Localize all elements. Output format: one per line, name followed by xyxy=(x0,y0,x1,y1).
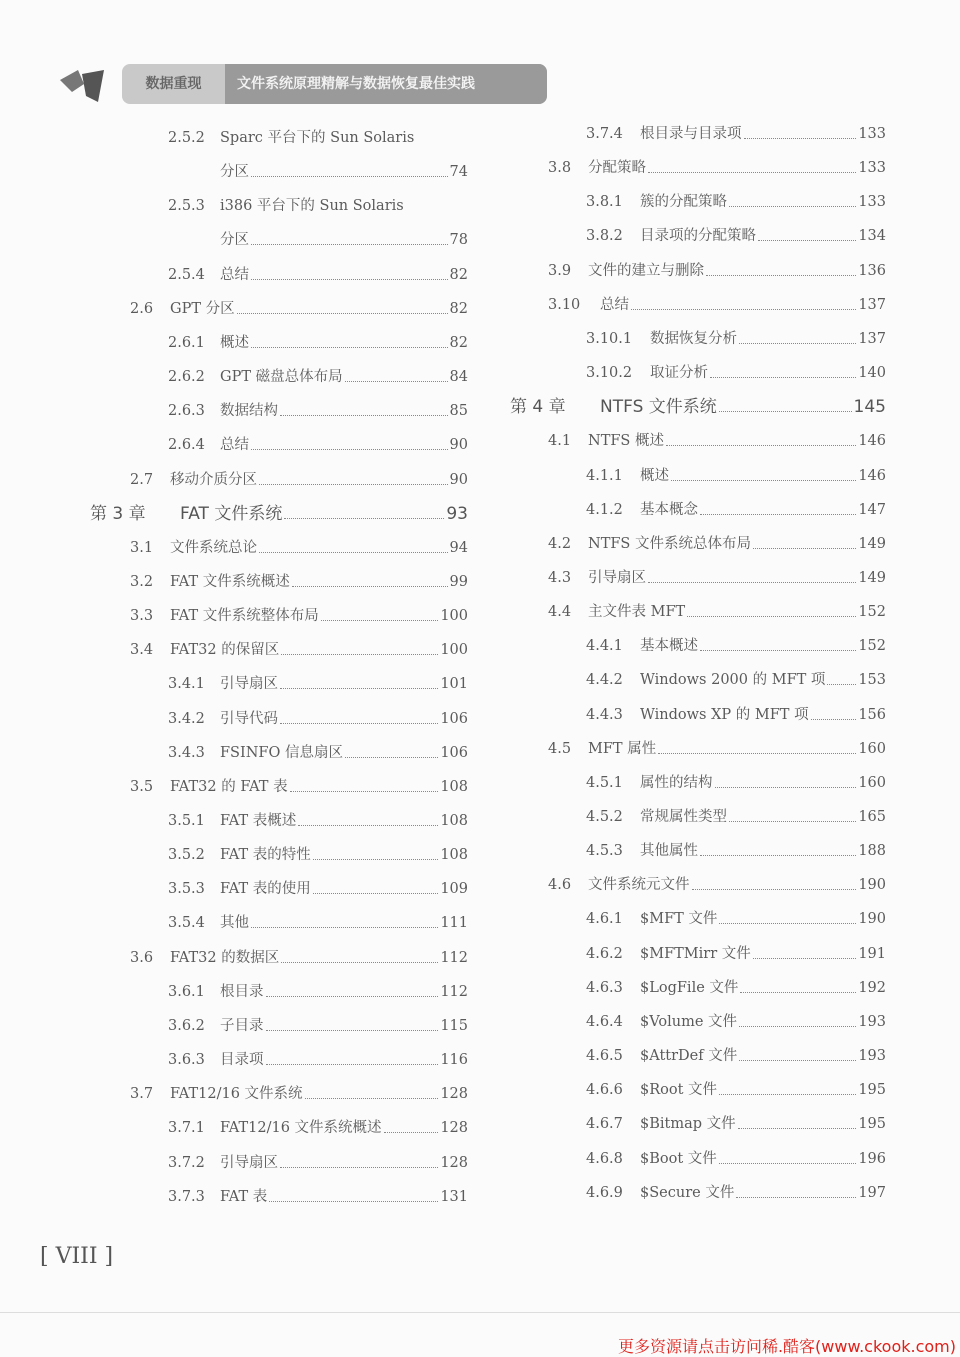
toc-entry-number: 3.2 xyxy=(130,573,154,590)
toc-entry-title: FAT 文件系统概述 xyxy=(170,573,290,590)
toc-entry[interactable] xyxy=(0,123,886,145)
toc-entry-number: 3.1 xyxy=(130,539,154,556)
toc-entry-title-wrap xyxy=(640,943,886,965)
toc-entry-title: $Boot 文件 xyxy=(640,1150,717,1167)
dot-leader xyxy=(692,874,857,890)
toc-entry-title-wrap xyxy=(640,772,886,794)
toc-entry[interactable] xyxy=(0,943,886,965)
toc-entry-title: GPT 磁盘总体布局 xyxy=(220,369,343,386)
toc-entry[interactable] xyxy=(0,704,886,726)
toc-entry-title: 数据恢复分析 xyxy=(650,330,737,347)
toc-entry-number: 3.10.1 xyxy=(586,330,633,347)
toc-entry-title: FAT 表概述 xyxy=(220,813,297,829)
dot-leader xyxy=(719,908,856,924)
toc-entry-page: 133 xyxy=(858,126,886,142)
toc-entry-page: 152 xyxy=(858,604,886,621)
toc-entry-page: 128 xyxy=(440,1120,468,1137)
toc-entry-page: 160 xyxy=(858,740,886,757)
dot-leader xyxy=(715,772,857,788)
toc-entry-page: 99 xyxy=(449,573,468,590)
toc-entry-title: FAT32 的数据区 xyxy=(170,949,280,966)
toc-entry-page: 115 xyxy=(440,1017,468,1034)
toc-entry-title-wrap xyxy=(640,704,886,726)
toc-entry-title: 簇的分配策略 xyxy=(640,194,727,211)
toc-entry-number: 4.5 xyxy=(548,740,572,757)
toc-entry-title-wrap xyxy=(588,533,886,555)
book-title: 文件系统原理精解与数据恢复最佳实践 xyxy=(225,64,547,104)
toc-entry-page: 100 xyxy=(440,642,468,659)
toc-entry-title: 文件的建立与删除 xyxy=(588,262,704,279)
publisher-logo-icon xyxy=(58,66,106,104)
toc-entry-number: 3.6 xyxy=(130,949,154,966)
toc-entry-title: 文件系统元文件 xyxy=(588,877,690,894)
toc-entry-title: 分区 xyxy=(220,164,249,181)
toc-entry-number: 3.7.2 xyxy=(168,1154,205,1171)
dot-leader xyxy=(710,362,856,378)
toc-entry-page: 131 xyxy=(440,1188,468,1205)
dot-leader xyxy=(666,430,856,446)
toc-entry-page: 101 xyxy=(440,676,468,693)
toc-entry-number: 4.6.8 xyxy=(586,1150,623,1167)
toc-entry-title: 数据结构 xyxy=(220,403,278,420)
dot-leader xyxy=(736,1182,856,1198)
dot-leader xyxy=(744,123,857,139)
toc-entry[interactable] xyxy=(0,806,886,828)
toc-entry-number: 3.9 xyxy=(548,262,572,279)
toc-entry-title: 基本概念 xyxy=(640,501,698,518)
toc-entry-page: 196 xyxy=(858,1150,886,1167)
dot-leader xyxy=(739,328,856,344)
toc-entry-title: GPT 分区 xyxy=(170,300,235,317)
toc-entry[interactable] xyxy=(0,396,886,418)
toc-entry[interactable] xyxy=(0,567,886,589)
toc-entry-page: 137 xyxy=(858,330,886,347)
toc-entry-title-wrap xyxy=(640,1182,886,1204)
toc-entry[interactable] xyxy=(0,465,886,487)
toc-entry-page: 149 xyxy=(858,535,886,552)
toc-entry-number: 3.4.2 xyxy=(168,710,205,727)
dot-leader xyxy=(719,396,852,412)
toc-entry-title: $AttrDef 文件 xyxy=(640,1048,738,1065)
toc-entry-number: 4.2 xyxy=(548,535,572,552)
series-name: 数据重现 xyxy=(145,76,202,92)
dot-leader xyxy=(758,225,856,241)
toc-entry-title: $Secure 文件 xyxy=(640,1184,735,1201)
toc-entry-number: 3.10.2 xyxy=(586,365,633,382)
toc-entry-number: 2.5.2 xyxy=(168,130,205,146)
toc-entry-number: 2.5.3 xyxy=(168,198,205,215)
toc-entry-page: 156 xyxy=(858,706,886,723)
toc-entry-title: 引导扇区 xyxy=(588,569,646,586)
toc-entry-title: FAT 表的特性 xyxy=(220,847,311,864)
toc-entry-page: 112 xyxy=(440,983,468,1000)
toc-entry-number: 3.3 xyxy=(130,608,154,625)
toc-entry-page: 108 xyxy=(440,813,468,829)
toc-entry-title: FAT 表 xyxy=(220,1188,268,1205)
toc-entry-number: 3.5.3 xyxy=(168,881,205,898)
toc-entry-title: Windows XP 的 MFT 项 xyxy=(640,706,809,723)
toc-entry-title-wrap xyxy=(600,396,886,418)
toc-entry-title: 总结 xyxy=(220,266,249,283)
toc-entry-title: NTFS 概述 xyxy=(588,433,664,450)
toc-entry-title-wrap xyxy=(640,123,886,145)
toc-entry-title: FAT 文件系统整体布局 xyxy=(170,608,319,625)
dot-leader xyxy=(729,191,856,207)
toc-entry-page: 193 xyxy=(858,1048,886,1065)
toc-entry[interactable] xyxy=(0,1148,886,1170)
toc-entry[interactable] xyxy=(0,977,886,999)
toc-entry-page: 82 xyxy=(449,300,468,317)
toc-entry-page: 190 xyxy=(858,911,886,928)
toc-entry-title-wrap xyxy=(640,1148,886,1170)
toc-entry-title: 基本概述 xyxy=(640,638,698,655)
toc-entry-page: 82 xyxy=(449,334,468,351)
toc-entry-number: 3.6.1 xyxy=(168,983,205,1000)
toc-entry-title-wrap xyxy=(640,977,886,999)
toc-entry-page: 195 xyxy=(858,1116,886,1133)
toc-entry[interactable] xyxy=(0,601,886,623)
toc-entry-number: 4.6.4 xyxy=(586,1013,623,1030)
toc-entry[interactable] xyxy=(0,1045,886,1067)
toc-entry-page: 193 xyxy=(858,1013,886,1030)
dot-leader xyxy=(738,1113,857,1129)
toc-entry-title-wrap xyxy=(640,465,886,487)
toc-entry-number: 3.7.4 xyxy=(586,126,623,142)
toc-entry-page: 152 xyxy=(858,638,886,655)
toc-entry-title: FAT 文件系统 xyxy=(180,503,283,524)
toc-entry-title: MFT 属性 xyxy=(588,740,657,757)
toc-entry-title: FSINFO 信息扇区 xyxy=(220,744,343,761)
toc-entry-number: 3.4 xyxy=(130,642,154,659)
toc-entry-number: 4.4.2 xyxy=(586,672,623,689)
toc-entry-number: 3.7.3 xyxy=(168,1188,205,1205)
toc-entry-page: 74 xyxy=(449,164,468,181)
toc-entry-page: 84 xyxy=(449,369,468,386)
toc-entry-number: 4.6.3 xyxy=(586,979,623,996)
toc-entry-number: 2.6.1 xyxy=(168,334,205,351)
toc-entry[interactable] xyxy=(0,635,886,657)
resource-link[interactable]: 更多资源请点击访问稀.酷客(www.ckook.com) xyxy=(617,1337,956,1356)
toc-entry-number: 3.10 xyxy=(548,296,581,313)
toc-entry-number: 4.4.1 xyxy=(586,638,623,655)
toc-entry-title: i386 平台下的 Sun Solaris xyxy=(220,198,404,215)
toc-entry-title: $Root 文件 xyxy=(640,1082,718,1099)
toc-entry[interactable] xyxy=(0,738,886,760)
toc-entry-number: 3.5.4 xyxy=(168,915,205,932)
toc-entry[interactable] xyxy=(0,669,886,691)
toc-entry-title: 概述 xyxy=(640,467,669,484)
toc-entry-title: FAT32 的保留区 xyxy=(170,642,280,659)
toc-entry[interactable] xyxy=(0,362,886,384)
dot-leader xyxy=(700,840,856,856)
toc-entry-number: 4.4.3 xyxy=(586,706,623,723)
toc-entry-page: 188 xyxy=(858,843,886,860)
toc-entry[interactable] xyxy=(0,533,886,555)
toc-entry-number: 3.6.3 xyxy=(168,1052,205,1069)
toc-entry-title-wrap xyxy=(640,1079,886,1101)
toc-entry-page: 192 xyxy=(858,979,886,996)
toc-entry[interactable] xyxy=(0,772,886,794)
toc-entry-number: 4.5.1 xyxy=(586,774,623,791)
toc-entry-title: $MFTMirr 文件 xyxy=(640,945,751,962)
toc-entry-title-wrap xyxy=(588,738,886,760)
dot-leader xyxy=(706,260,856,276)
toc-entry-number: 4.6.6 xyxy=(586,1082,623,1099)
dot-leader xyxy=(729,806,856,822)
toc-entry-title: 其他 xyxy=(220,915,249,932)
toc-entry-title: 目录项的分配策略 xyxy=(640,228,756,245)
toc-entry[interactable] xyxy=(0,328,886,350)
toc-entry-title: $LogFile 文件 xyxy=(640,979,739,996)
toc-entry-number: 3.4.3 xyxy=(168,744,205,761)
toc-entry-page: 195 xyxy=(858,1082,886,1099)
toc-entry[interactable] xyxy=(0,1079,886,1101)
toc-entry-page: 108 xyxy=(440,778,468,795)
toc-entry-title: 属性的结构 xyxy=(640,774,713,791)
toc-entry-page: 109 xyxy=(440,881,468,898)
toc-entry-page: 149 xyxy=(858,569,886,586)
toc-entry-number: 第 4 章 xyxy=(510,397,566,418)
toc-entry-title: 移动介质分区 xyxy=(170,471,257,488)
toc-entry-number: 3.5.2 xyxy=(168,847,205,864)
toc-entry-page: 140 xyxy=(858,365,886,382)
toc-entry-title-wrap xyxy=(640,1011,886,1033)
toc-entry-number: 2.6 xyxy=(130,300,154,317)
toc-entry-title: 分区 xyxy=(220,232,249,249)
toc-entry-title-wrap xyxy=(640,669,886,691)
toc-entry-page: 116 xyxy=(440,1052,468,1069)
toc-entry-page: 133 xyxy=(858,160,886,177)
toc-entry-number: 3.7.1 xyxy=(168,1120,205,1137)
dot-leader xyxy=(811,704,857,720)
toc-entry-number: 3.8.2 xyxy=(586,228,623,245)
toc-entry-page: 128 xyxy=(440,1154,468,1171)
dot-leader xyxy=(739,1011,856,1027)
toc-entry-title: FAT32 的 FAT 表 xyxy=(170,778,288,795)
toc-entry[interactable] xyxy=(0,225,886,247)
toc-entry-page: 145 xyxy=(853,397,886,418)
toc-entry-number: 4.5.3 xyxy=(586,843,623,860)
toc-entry-title: 总结 xyxy=(220,437,249,454)
toc-entry-page: 165 xyxy=(858,809,886,825)
toc-entry-number: 3.4.1 xyxy=(168,676,205,693)
toc-entry-title: FAT 表的使用 xyxy=(220,881,311,898)
toc-entry-page: 93 xyxy=(446,503,468,524)
toc-entry-title-wrap xyxy=(640,225,886,247)
toc-entry[interactable] xyxy=(0,874,886,896)
page-number: [ VIII ] xyxy=(40,1244,114,1269)
toc-entry-title: 分配策略 xyxy=(588,160,646,177)
toc-entry-page: 190 xyxy=(858,877,886,894)
toc-entry-page: 153 xyxy=(858,672,886,689)
toc-entry-number: 4.6.9 xyxy=(586,1184,623,1201)
toc-entry-title: 引导扇区 xyxy=(220,1154,278,1171)
toc-entry-title: 概述 xyxy=(220,334,249,351)
toc-entry-title-wrap xyxy=(640,806,886,828)
toc-entry-title-wrap xyxy=(640,1113,886,1135)
toc-entry-page: 112 xyxy=(440,949,468,966)
toc-entry-page: 90 xyxy=(449,437,468,454)
toc-entry[interactable] xyxy=(0,294,886,316)
toc-entry-title: 根目录 xyxy=(220,983,264,1000)
toc-entry-title-wrap xyxy=(600,294,886,316)
toc-entry-title-wrap xyxy=(588,601,886,623)
toc-entry-title-wrap xyxy=(588,260,886,282)
toc-entry-number: 3.8.1 xyxy=(586,194,623,211)
toc-entry-title: 主文件表 MFT xyxy=(588,604,686,621)
dot-leader xyxy=(753,533,856,549)
toc-entry-page: 111 xyxy=(440,915,468,932)
toc-entry-page: 147 xyxy=(858,501,886,518)
toc-entry-title: 子目录 xyxy=(220,1017,264,1034)
toc-entry-number: 4.5.2 xyxy=(586,809,623,825)
toc-entry-title-wrap xyxy=(640,1045,886,1067)
toc-entry-page: 146 xyxy=(858,467,886,484)
toc-entry-title: 取证分析 xyxy=(650,365,708,382)
toc-entry-title: 其他属性 xyxy=(640,843,698,860)
dot-leader xyxy=(648,567,856,583)
dot-leader xyxy=(740,977,856,993)
dot-leader xyxy=(700,635,856,651)
toc-entry-page: 137 xyxy=(858,296,886,313)
dot-leader xyxy=(827,669,856,685)
toc-entry-page: 108 xyxy=(440,847,468,864)
toc-entry-page: 78 xyxy=(449,232,468,249)
dot-leader xyxy=(648,157,856,173)
toc-entry-title-wrap xyxy=(588,430,886,452)
toc-entry-number: 3.8 xyxy=(548,160,572,177)
toc-entry[interactable] xyxy=(0,157,886,179)
toc-entry-number: 4.1 xyxy=(548,433,572,450)
toc-entry[interactable] xyxy=(0,499,886,521)
toc-entry-number: 2.6.4 xyxy=(168,437,205,454)
toc-entry-number: 3.7 xyxy=(130,1086,154,1103)
dot-leader xyxy=(753,943,857,959)
dot-leader xyxy=(658,738,856,754)
toc-entry-page: 82 xyxy=(449,266,468,283)
toc-entry[interactable] xyxy=(0,1182,886,1204)
toc-entry-title: 引导代码 xyxy=(220,710,278,727)
toc-entry-title: 文件系统总论 xyxy=(170,539,257,556)
toc-entry-number: 4.6.5 xyxy=(586,1048,623,1065)
toc-entry-title-wrap xyxy=(588,157,886,179)
toc-entry-number: 4.1.1 xyxy=(586,467,623,484)
toc-entry-title-wrap xyxy=(640,191,886,213)
toc-entry-page: 133 xyxy=(858,194,886,211)
toc-entry[interactable] xyxy=(0,1011,886,1033)
dot-leader xyxy=(687,601,856,617)
toc-entry-title-wrap xyxy=(640,840,886,862)
dot-leader xyxy=(719,1079,856,1095)
dot-leader xyxy=(739,1045,856,1061)
toc-entry-title-wrap xyxy=(640,635,886,657)
toc-entry-page: 160 xyxy=(858,774,886,791)
toc-entry-page: 106 xyxy=(440,710,468,727)
toc-entry-page: 85 xyxy=(449,403,468,420)
toc-entry-number: 2.5.4 xyxy=(168,266,205,283)
toc-entry-title: FAT12/16 文件系统概述 xyxy=(220,1120,382,1137)
dot-leader xyxy=(700,499,856,515)
toc-entry-title: $Bitmap 文件 xyxy=(640,1116,736,1133)
toc-entry-number: 2.7 xyxy=(130,471,154,488)
toc-entry-page: 136 xyxy=(858,262,886,279)
toc-entry-number: 3.5 xyxy=(130,778,154,795)
toc-entry-number: 3.5.1 xyxy=(168,813,205,829)
toc-entry-page: 90 xyxy=(449,471,468,488)
toc-entry-page: 146 xyxy=(858,433,886,450)
toc-entry-title: 根目录与目录项 xyxy=(640,126,742,142)
toc-entry[interactable] xyxy=(0,1113,886,1135)
toc-entry-title-wrap xyxy=(650,362,886,384)
toc-entry-page: 100 xyxy=(440,608,468,625)
toc-entry-title: FAT12/16 文件系统 xyxy=(170,1086,303,1103)
toc-entry-title: 引导扇区 xyxy=(220,676,278,693)
toc-entry-page: 134 xyxy=(858,228,886,245)
toc-entry-title-wrap xyxy=(588,567,886,589)
toc-entry[interactable] xyxy=(0,430,886,452)
toc-entry-number: 2.6.2 xyxy=(168,369,205,386)
toc-entry-number: 2.6.3 xyxy=(168,403,205,420)
running-header xyxy=(122,64,547,104)
toc-entry-title-wrap xyxy=(640,499,886,521)
toc-entry-page: 106 xyxy=(440,744,468,761)
toc-entry-page: 94 xyxy=(449,539,468,556)
toc-entry-title: 常规属性类型 xyxy=(640,809,727,825)
toc-entry-title: $MFT 文件 xyxy=(640,911,718,928)
toc-entry[interactable] xyxy=(0,840,886,862)
toc-entry-page: 191 xyxy=(858,945,886,962)
toc-entry-title: 目录项 xyxy=(220,1052,264,1069)
dot-leader xyxy=(719,1148,857,1164)
toc-entry-number: 4.6.1 xyxy=(586,911,623,928)
toc-entry-number: 3.6.2 xyxy=(168,1017,205,1034)
toc-entry-number: 4.6.2 xyxy=(586,945,623,962)
toc-entry[interactable] xyxy=(0,260,886,282)
toc-entry-title-wrap xyxy=(588,874,886,896)
toc-entry-number: 4.6.7 xyxy=(586,1116,623,1133)
toc-entry-title: Sparc 平台下的 Sun Solaris xyxy=(220,130,415,146)
dot-leader xyxy=(631,294,856,310)
toc-entry[interactable] xyxy=(0,191,886,213)
toc-entry-number: 4.3 xyxy=(548,569,572,586)
toc-entry-number: 4.6 xyxy=(548,877,572,894)
toc-entry-title: NTFS 文件系统 xyxy=(600,397,717,418)
toc-entry-number: 第 3 章 xyxy=(90,503,146,524)
toc-entry-title: 总结 xyxy=(600,296,629,313)
toc-entry-title: NTFS 文件系统总体布局 xyxy=(588,535,751,552)
toc-entry-number: 4.1.2 xyxy=(586,501,623,518)
toc-entry-number: 4.4 xyxy=(548,604,572,621)
toc-entry-page: 128 xyxy=(440,1086,468,1103)
toc-entry-title-wrap xyxy=(640,908,886,930)
toc-entry-title-wrap xyxy=(650,328,886,350)
dot-leader xyxy=(671,465,856,481)
toc-entry-title: Windows 2000 的 MFT 项 xyxy=(640,672,826,689)
toc-entry-title: $Volume 文件 xyxy=(640,1013,738,1030)
divider xyxy=(0,1312,960,1313)
toc-entry-page: 197 xyxy=(858,1184,886,1201)
toc-entry[interactable] xyxy=(0,908,886,930)
